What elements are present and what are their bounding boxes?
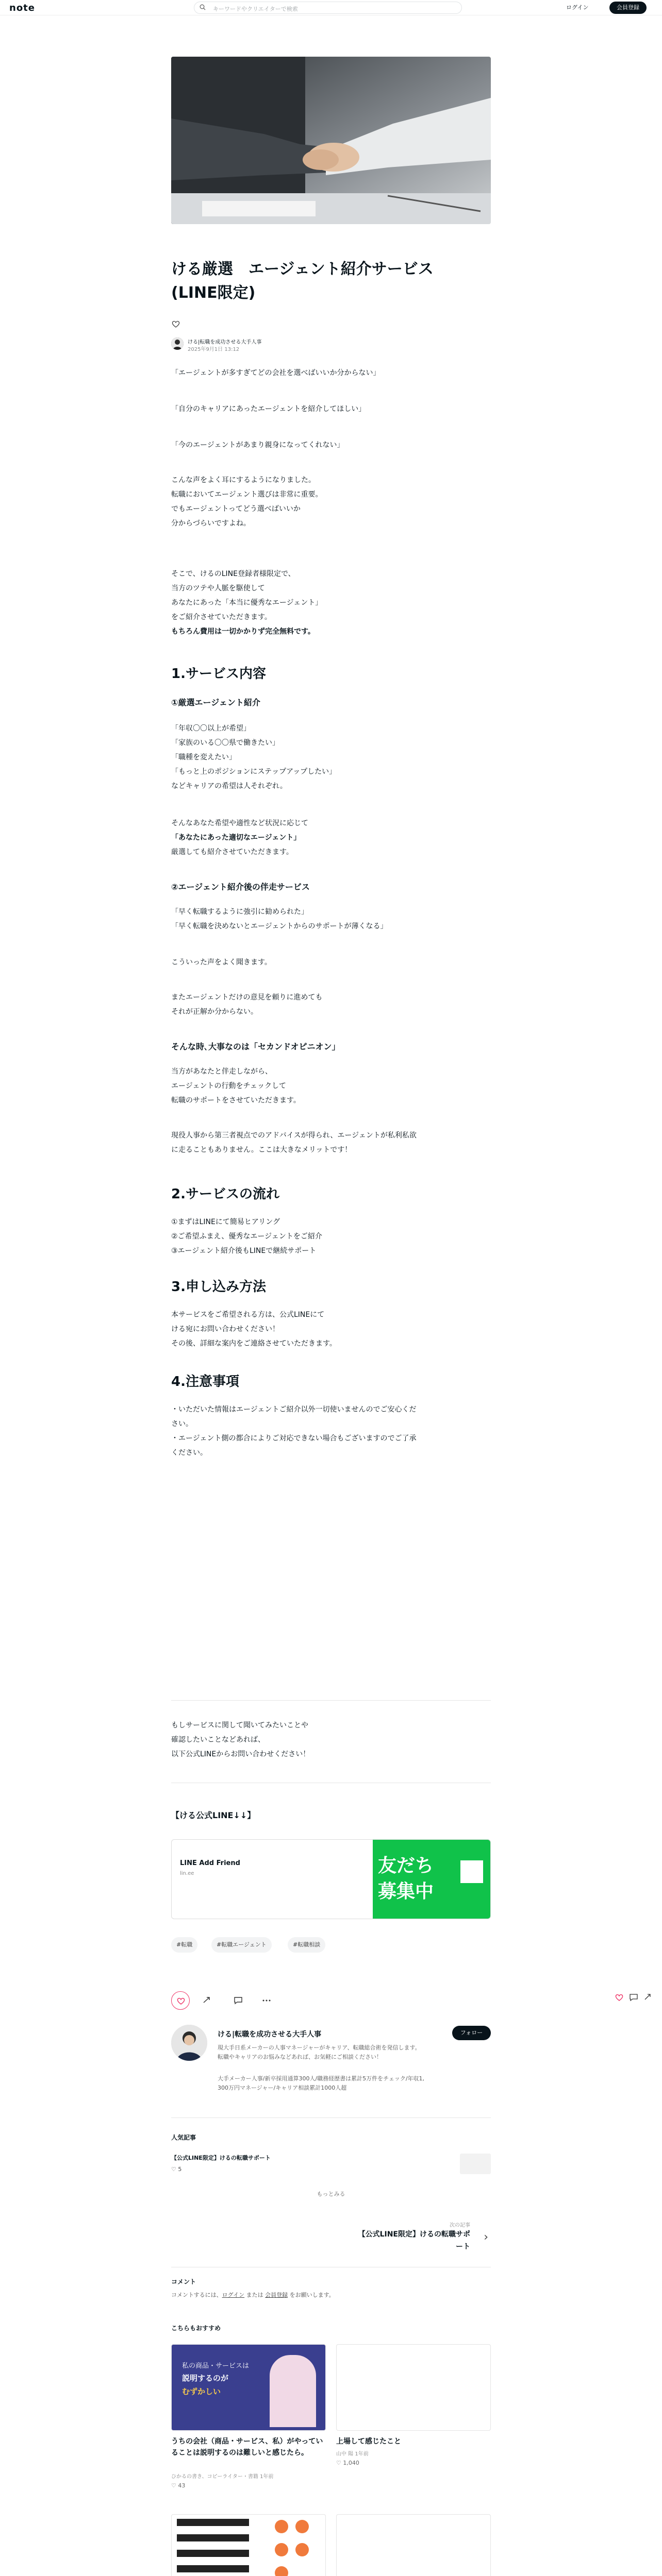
card-meta: ひかるの書き、コピーライター・書籍 1年前 — [171, 2474, 274, 2480]
heart-icon — [176, 1996, 186, 2006]
paragraph: 当方があなたと伴走しながら、 — [171, 1067, 272, 1076]
author-name[interactable]: ける|転職を成功させる大手人事 — [188, 340, 262, 345]
card-title: 上場して感じたこと — [336, 2437, 401, 2446]
tag-chip[interactable]: #転職相談 — [288, 1937, 325, 1953]
hero-image — [171, 57, 491, 224]
next-title: 【公式LINE限定】けるの転職サポ — [358, 2230, 470, 2239]
embed-domain: lin.ee — [180, 1871, 194, 1876]
comment-icon[interactable] — [233, 1995, 243, 2006]
paragraph: もちろん費用は一切かかりず完全無料です。 — [171, 628, 315, 636]
subsection-heading: ②エージェント紹介後の伴走サービス — [171, 882, 310, 892]
paragraph: さい。 — [171, 1420, 193, 1428]
next-article-link[interactable] — [326, 2221, 491, 2251]
card-thumbnail — [171, 2514, 326, 2576]
next-title: ート — [456, 2243, 470, 2251]
paragraph: またエージェントだけの意見を頼りに進めても — [171, 993, 323, 1002]
card-title: うちの会社（商品・サービス、私）がやっていることは説明するのは難しいと感じたら。 — [171, 2437, 323, 2457]
paragraph: 以下公式LINEからお問い合わせください！ — [171, 1750, 310, 1758]
follow-button[interactable]: フォロー — [452, 2026, 491, 2040]
note-logo[interactable]: note — [9, 3, 35, 13]
tag-chip[interactable]: #転職エージェント — [211, 1937, 272, 1953]
paragraph: もしサービスに関して聞いてみたいことや — [171, 1721, 308, 1730]
paragraph: あなたにあった「本当に優秀なエージェント」 — [171, 599, 323, 607]
side-actions — [615, 1993, 656, 2003]
paragraph: に走ることもありません。ここは大きなメリットです！ — [171, 1146, 352, 1154]
paragraph: ・いただいた情報はエージェントご紹介以外一切使いませんのでご安心くだ — [171, 1405, 417, 1414]
paragraph: それが正解か分からない。 — [171, 1008, 258, 1016]
paragraph: ください。 — [171, 1449, 207, 1457]
paragraph: 分からづらいですよね。 — [171, 519, 251, 528]
more-link[interactable]: もっとみる — [317, 2191, 345, 2197]
card-likes: ♡ 43 — [171, 2482, 186, 2489]
paragraph: 「年収〇〇以上が希望」 — [171, 724, 251, 733]
paragraph: などキャリアの希望は人それぞれ。 — [171, 782, 287, 790]
share-icon[interactable] — [202, 1995, 212, 2006]
heart-icon: ♡ — [171, 2482, 178, 2489]
paragraph: 「家族のいる〇〇県で働きたい」 — [171, 739, 279, 747]
login-button[interactable]: ログイン — [566, 4, 589, 11]
paragraph: をご紹介させていただきます。 — [171, 613, 272, 621]
paragraph: エージェントの行動をチェックして — [171, 1082, 287, 1090]
next-label: 次の記事 — [450, 2223, 470, 2228]
heart-icon[interactable] — [171, 319, 180, 329]
paragraph: 転職のサポートをさせていただきます。 — [171, 1096, 301, 1105]
subsection-heading: ①厳選エージェント紹介 — [171, 698, 260, 707]
paragraph: でもエージェントってどう選べばいいか — [171, 505, 301, 513]
signup-link[interactable]: 会員登録 — [265, 2292, 288, 2298]
author-name[interactable]: ける|転職を成功させる大手人事 — [218, 2030, 322, 2039]
card-meta: 山中 陽 1年前 — [336, 2451, 369, 2457]
paragraph: ①まずはLINEにて簡易ヒアリング — [171, 1218, 280, 1226]
publish-date: 2025年9月1日 13:12 — [188, 347, 240, 352]
embed-title: LINE Add Friend — [180, 1859, 240, 1867]
author-bio: 大手メーカー人事/新卒採用通算300人/職務経歴書は累計5万件をチェック/年収1, 300万円マネージャー/キャリア相談累計1000人超 — [218, 2075, 425, 2091]
section-heading: 1.サービス内容 — [171, 666, 266, 682]
paragraph: 「職種を変えたい」 — [171, 753, 236, 761]
paragraph: 「あなたにあった適切なエージェント」 — [171, 834, 301, 842]
chevron-right-icon: › — [484, 2231, 488, 2244]
article-title: ける厳選 エージェント紹介サービス (LINE限定) — [171, 260, 434, 302]
paragraph: こんな声をよく耳にするようになりました。 — [171, 476, 316, 484]
paragraph: 本サービスをご希望される方は、公式LINEにて — [171, 1311, 325, 1319]
subsection-heading: そんな時､大事なのは「セカンドオピニオン」 — [171, 1042, 340, 1052]
search-box[interactable] — [194, 2, 462, 14]
paragraph: 当方のツテや人脈を駆使して — [171, 584, 265, 592]
comments-note: コメントするには、ログイン または 会員登録 をお願いします。 — [171, 2292, 335, 2298]
paragraph: ③エージェント紹介後もLINEで継続サポート — [171, 1247, 317, 1255]
paragraph: 現役人事から第三者視点でのアドバイスが得られ、エージェントが私利私欲 — [171, 1131, 417, 1140]
card-thumbnail: 私の商品・サービスは 説明するのが むずかしい — [171, 2344, 326, 2431]
heart-icon: ♡ — [336, 2460, 343, 2466]
paragraph: ・エージェント側の都合によりご対応できない場合もございますのでご了承 — [171, 1434, 417, 1443]
recommend-label: こちらもおすすめ — [171, 2325, 221, 2332]
paragraph: 転職においてエージェント選びは非常に重要。 — [171, 490, 323, 499]
paragraph: そこで、けるのLINE登録者様限定で、 — [171, 570, 295, 578]
signup-button[interactable]: 会員登録 — [609, 2, 647, 14]
action-row — [171, 1991, 491, 2012]
author-card — [171, 2025, 491, 2117]
line-embed-card[interactable] — [171, 1839, 491, 1919]
comment-icon[interactable] — [629, 1993, 638, 2002]
paragraph: 「もっと上のポジションにステップアップしたい」 — [171, 768, 337, 776]
popular-likes: ♡ 5 — [171, 2166, 182, 2173]
share-icon[interactable] — [643, 1993, 653, 2002]
card-likes: ♡ 1,040 — [336, 2460, 359, 2466]
paragraph: 確認したいことなどあれば、 — [171, 1736, 265, 1744]
author-bio: 現大手日系メーカーの人事マネージャーがキャリア、転職総合術を発信します。 転職やキャリアのお悩みなどあれば、お気軽にご相談ください！ — [218, 2044, 421, 2060]
author-avatar[interactable] — [171, 337, 184, 350]
popular-item[interactable]: 【公式LINE限定】けるの転職サポート — [171, 2155, 271, 2161]
paragraph: 「エージェントが多すぎてどの会社を選べばいいか分からない」 — [171, 369, 380, 377]
popular-thumb — [460, 2154, 491, 2174]
section-heading: 3.申し込み方法 — [171, 1279, 266, 1295]
section-heading: 2.サービスの流れ — [171, 1187, 279, 1202]
line-heading: 【ける公式LINE↓↓】 — [171, 1810, 256, 1820]
tag-chip[interactable]: #転職 — [171, 1937, 197, 1953]
comments-label: コメント — [171, 2278, 196, 2285]
paragraph: 厳選しても紹介させていただきます。 — [171, 848, 293, 856]
site-header — [0, 0, 662, 15]
author-avatar[interactable] — [171, 2025, 207, 2061]
paragraph: 「早く転職するように強引に勧められた」 — [171, 908, 308, 916]
card-thumbnail — [336, 2514, 491, 2576]
like-button[interactable] — [171, 1991, 190, 2010]
paragraph: そんなあなた希望や適性など状況に応じて — [171, 819, 308, 827]
search-placeholder: キーワードやクリエイターで検索 — [213, 6, 298, 12]
login-link[interactable]: ログイン — [222, 2292, 245, 2298]
embed-image: 友だち 募集中 — [373, 1840, 491, 1919]
search-icon — [200, 4, 206, 10]
heart-icon: ♡ — [171, 2166, 178, 2173]
paragraph: 「自分のキャリアにあったエージェントを紹介してほしい」 — [171, 405, 366, 413]
paragraph: ②ご希望ふまえ、優秀なエージェントをご紹介 — [171, 1232, 322, 1241]
section-heading: 4.注意事項 — [171, 1374, 239, 1389]
divider — [171, 2117, 491, 2118]
heart-icon[interactable] — [615, 1993, 624, 2002]
card-thumbnail — [336, 2344, 491, 2431]
paragraph: 「今のエージェントがあまり親身になってくれない」 — [171, 441, 344, 449]
divider — [171, 1700, 491, 1701]
paragraph: ける宛にお問い合わせください！ — [171, 1325, 279, 1333]
paragraph: 「早く転職を決めないとエージェントからのサポートが薄くなる」 — [171, 922, 388, 930]
paragraph: こういった声をよく聞きます。 — [171, 958, 272, 967]
popular-label: 人気記事 — [171, 2134, 196, 2141]
paragraph: その後、詳細な案内をご連絡させていただきます。 — [171, 1340, 337, 1348]
more-icon[interactable] — [261, 1995, 272, 2006]
